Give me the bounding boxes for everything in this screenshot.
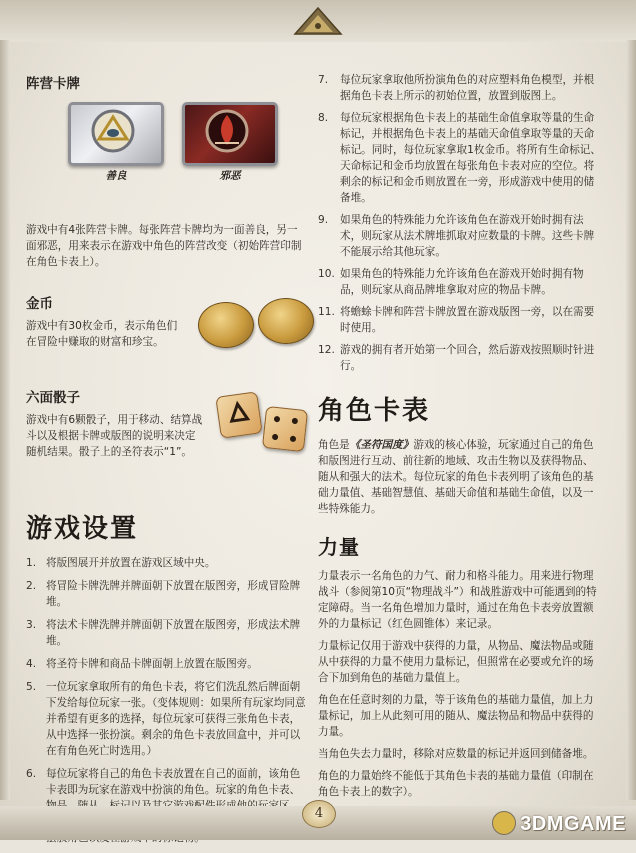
die-icon [215, 391, 262, 438]
character-sheet-title: 角色卡表 [318, 396, 431, 426]
step-text: 将版图展开并放置在游戏区域中央。 [46, 557, 216, 569]
good-alignment-card [68, 102, 164, 166]
alignment-cards [26, 102, 308, 214]
watermark-logo-icon [492, 811, 516, 835]
eye-emblem-icon [71, 105, 155, 157]
die-icon [262, 406, 308, 452]
evil-emblem-icon [185, 105, 269, 157]
list-item [26, 656, 308, 672]
step-number: 11. [318, 306, 335, 318]
watermark-text: 3DMGAME [520, 813, 626, 835]
right-column [318, 72, 604, 800]
step-number: 1. [26, 557, 37, 569]
dice-body: 游戏中有6颗骰子，用于移动、结算战斗以及根据卡牌或版图的说明来决定随机结果。骰子上的圣符表示“1”。 [26, 414, 203, 458]
dice-heading: 六面骰子 [26, 390, 80, 406]
intro-text-rest: 游戏的核心体验，玩家通过自己的角色和版图进行互动、前往新的地域、攻击生物以及获得物品、随从和强大的法术。每位玩家的角色卡表列明了该角色的基础力量值、基础智慧值、基础天命值和基础生命值，以及一些特殊能力。 [318, 439, 594, 515]
step-text: 将法术卡牌洗牌并牌面朝下放置在版图旁，形成法术牌堆。 [46, 619, 301, 647]
list-item [26, 679, 308, 759]
step-text: 每位玩家将自己的角色卡表放置在自己的面前，该角色卡表即为玩家在游戏中扮演的角色。玩家的角色卡表、 [46, 768, 301, 796]
gold-section [26, 292, 308, 384]
step-text: 一位玩家拿取所有的角色卡表，将它们洗乱然后牌面朝下发给每位玩家一张。（变体规则：如果所有玩家均同意并希望有更多的选择，每位玩家可获得三张角色卡表，从中选择一张扮演。剩余的角色卡表放回盒中，并可以在有角色死亡时选用。） [46, 681, 306, 757]
step-number: 2. [26, 580, 37, 592]
evil-card-caption: 邪恶 [219, 170, 241, 182]
top-ornament-icon [293, 6, 343, 36]
step-number: 9. [318, 214, 329, 226]
step-number: 4. [26, 658, 37, 670]
gold-body: 游戏中有30枚金币，表示角色们在冒险中赚取的财富和珍宝。 [26, 320, 178, 348]
game-title: 《圣符国度》 [349, 439, 414, 451]
step-text: 将圣符卡牌和商品卡牌面朝上放置在版图旁。 [46, 658, 258, 670]
dice-section [26, 386, 308, 496]
evil-alignment-card [182, 102, 278, 166]
gold-heading: 金币 [26, 296, 53, 312]
step-text: 如果角色的特殊能力允许该角色在游戏开始时拥有物品，则玩家从商品牌堆拿取对应的物品卡牌。 [340, 268, 584, 296]
watermark [492, 811, 626, 836]
list-item [318, 304, 604, 336]
step-text: 如果角色的特殊能力允许该角色在游戏开始时拥有法术，则玩家从法术牌堆抓取对应数量的卡牌。这些卡牌不能展示给其他玩家。 [340, 214, 595, 258]
setup-steps-right [318, 72, 604, 374]
strength-paragraph: 当角色失去力量时，移除对应数量的标记并返回到储备堆。 [318, 748, 594, 760]
alignment-heading: 阵营卡牌 [26, 76, 80, 92]
good-card-caption: 善良 [105, 170, 127, 182]
character-sheet-intro [318, 437, 604, 517]
list-item [26, 555, 308, 571]
strength-title: 力量 [318, 535, 360, 559]
page-number: 4 [302, 800, 336, 828]
step-text: 每位玩家拿取他所扮演角色的对应塑料角色模型，并根据角色卡表上所示的初始位置，放置到版图上。 [340, 74, 595, 102]
step-number: 6. [26, 768, 37, 780]
list-item [318, 110, 604, 206]
list-item [26, 578, 308, 610]
step-text: 游戏的拥有者开始第一个回合，然后游戏按照顺时针进行。 [340, 344, 595, 372]
strength-paragraph: 角色的力量始终不能低于其角色卡表的基础力量值（印制在角色卡表上的数字）。 [318, 770, 594, 798]
list-item [318, 266, 604, 298]
setup-steps-left [26, 555, 308, 846]
step-text: 将蟾蜍卡牌和阵营卡牌放置在游戏版图一旁，以在需要时使用。 [340, 306, 595, 334]
list-item [318, 72, 604, 104]
left-border [0, 40, 10, 800]
step-number: 12. [318, 344, 335, 356]
gold-coin-icon [258, 298, 314, 344]
list-item [318, 342, 604, 374]
step-number: 8. [318, 112, 329, 124]
list-item [318, 212, 604, 260]
strength-paragraph: 角色在任意时刻的力量，等于该角色的基础力量值，加上力量标记，加上从此刻可用的随从、魔法物品和物品中获得的力量。 [318, 694, 594, 738]
intro-text-start: 角色是 [318, 439, 350, 451]
step-text: 每位玩家根据角色卡表上的基础生命值拿取等量的生命标记，并根据角色卡表上的基础天命值拿取等量的天命标记。同时，每位玩家拿取1枚金币。将所有生命标记、天命标记和金币均放置在每张角色卡表对应的空位。将剩余的标记和金币则放置在一旁，形成游戏中使用的储备堆。 [340, 112, 601, 204]
strength-paragraph: 力量表示一名角色的力气、耐力和格斗能力。用来进行物理战斗（参阅第10页“物理战斗”）和战胜游戏中可能遇到的特定障碍。当一名角色增加力量时，通过在角色卡表旁放置额外的力量标记（红色圆锥体）来记录。 [318, 570, 597, 630]
step-text: 将冒险卡牌洗牌并牌面朝下放置在版图旁，形成冒险牌堆。 [46, 580, 301, 608]
list-item [26, 617, 308, 649]
setup-title: 游戏设置 [26, 514, 139, 544]
step-number: 5. [26, 681, 37, 693]
step-number: 10. [318, 268, 335, 280]
strength-paragraph: 力量标记仅用于游戏中获得的力量，从物品、魔法物品或随从中获得的力量不使用力量标记，但照常在必要或允许的场合下加到角色的基础力量值上。 [318, 640, 594, 684]
left-column [26, 72, 308, 853]
alignment-body: 游戏中有4张阵营卡牌。每张阵营卡牌均为一面善良，另一面邪恶，用来表示在游戏中角色的阵营改变（初始阵营印制在角色卡表上）。 [26, 224, 302, 268]
step-number: 3. [26, 619, 37, 631]
gold-coin-icon [198, 302, 254, 348]
step-number: 7. [318, 74, 329, 86]
right-border [626, 40, 636, 800]
